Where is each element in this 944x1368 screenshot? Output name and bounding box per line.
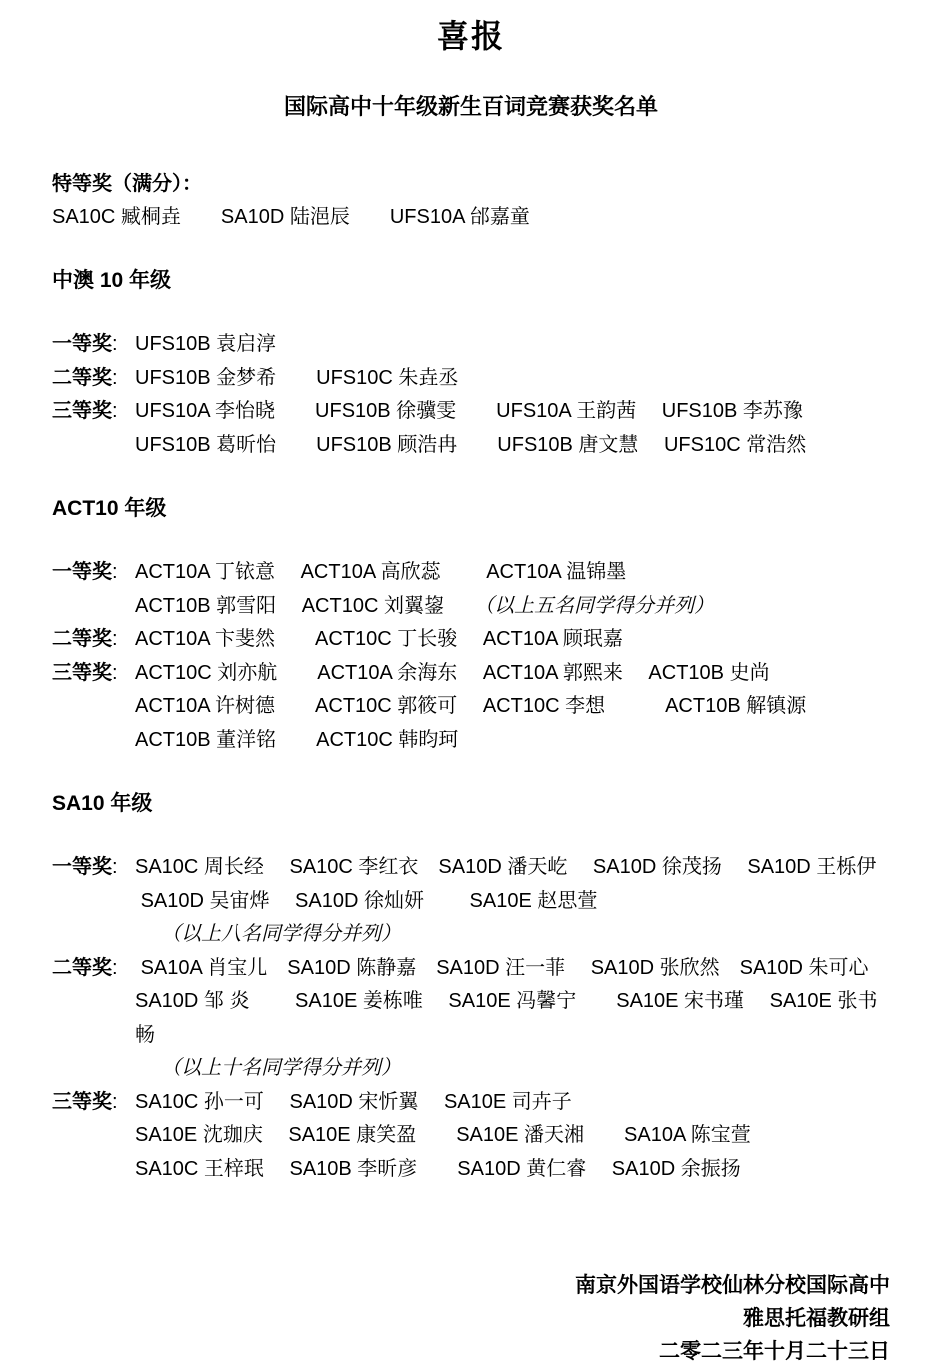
award-row: [52, 362, 890, 396]
doc-title: 喜报: [436, 18, 505, 54]
winner-names: SA10E 沈珈庆 SA10E 康笑盈 SA10E 潘天湘 SA10A 陈宝萱: [135, 1124, 751, 1146]
award-rank-label: 一等奖:: [52, 561, 118, 583]
winner-line: [135, 690, 890, 724]
award-winners: [135, 362, 890, 396]
grade-section: [52, 787, 890, 1186]
footer-date: 二零二三年十月二十三日: [659, 1340, 890, 1363]
winner-line: [135, 623, 890, 657]
footer-group: 雅思托福教研组: [743, 1307, 890, 1330]
award-winners: [135, 1086, 890, 1187]
winner-line: [135, 1086, 890, 1120]
award-row: [52, 395, 890, 462]
award-winners: [135, 328, 890, 362]
award-row: [52, 851, 890, 952]
award-rank-label: 三等奖:: [52, 1090, 118, 1113]
winner-names: UFS10A 李怡晓 UFS10B 徐骥雯 UFS10A 王韵茜 UFS10B 李苏豫: [135, 400, 803, 422]
winner-names: SA10D 吴宙烨 SA10D 徐灿妍 SA10E 赵思萱: [135, 889, 598, 912]
tie-note: （以上十名同学得分并列）: [161, 1057, 401, 1079]
winner-line: [135, 985, 890, 1052]
winner-names: SA10C 王梓珉 SA10B 李昕彦 SA10D 黄仁睿 SA10D 余振扬: [135, 1157, 741, 1180]
award-winners: [135, 395, 890, 462]
winner-line: [135, 590, 890, 624]
award-winners: [135, 657, 890, 758]
award-winners: [135, 556, 890, 623]
award-rank-label: 三等奖:: [52, 661, 118, 684]
doc-footer: [52, 1269, 890, 1368]
award-row: [52, 328, 890, 362]
winner-names: ACT10C 刘亦航 ACT10A 余海东 ACT10A 郭熙来 ACT10B 史尚: [135, 661, 770, 684]
award-row: [52, 657, 890, 758]
section-heading: ACT10 年级: [52, 497, 167, 520]
winner-names: ACT10A 卞斐然 ACT10C 丁长骏 ACT10A 顾珉嘉: [135, 628, 623, 650]
winner-names: UFS10B 袁启淳: [135, 333, 277, 355]
winner-names: SA10C 孙一可 SA10D 宋忻翼 SA10E 司卉子: [135, 1090, 572, 1113]
award-row: [52, 556, 890, 623]
winner-names: SA10C 周长经 SA10C 李红衣 SA10D 潘天屹 SA10D 徐茂扬 SA10D 王栎伊: [135, 856, 877, 878]
winner-line: [135, 429, 890, 463]
award-rank-label: 三等奖:: [52, 400, 118, 422]
winner-names: UFS10B 葛昕怡 UFS10B 顾浩冉 UFS10B 唐文慧 UFS10C 常浩然: [135, 433, 807, 456]
winner-line: [135, 1153, 890, 1187]
special-award-label: 特等奖（满分）：: [52, 173, 202, 195]
tie-note-line: [135, 1052, 890, 1086]
award-rank-label: 二等奖:: [52, 366, 118, 389]
winner-names: ACT10A 许树德 ACT10C 郭筱可 ACT10C 李想 ACT10B 解镇源: [135, 695, 807, 717]
tie-note-line: [135, 918, 890, 952]
award-row: [52, 1086, 890, 1187]
winner-names: ACT10B 郭雪阳 ACT10C 刘翼鋆: [135, 594, 444, 617]
section-heading: 中澳 10 年级: [52, 269, 172, 292]
award-winners: [135, 952, 890, 1086]
award-rank-label: 二等奖:: [52, 628, 118, 650]
winner-line: [135, 724, 890, 758]
winner-line: [135, 657, 890, 691]
winner-line: [135, 556, 890, 590]
tie-note: （以上五名同学得分并列）: [473, 594, 714, 617]
winner-names: UFS10B 金梦希 UFS10C 朱垚丞: [135, 366, 459, 389]
winner-line: [135, 362, 890, 396]
award-rank-label: 一等奖:: [52, 333, 118, 355]
award-rank-label: 一等奖:: [52, 856, 118, 878]
award-row: [52, 623, 890, 657]
award-rank-label: 二等奖:: [52, 956, 118, 979]
winner-names: ACT10B 董洋铭 ACT10C 韩昀珂: [135, 728, 459, 751]
special-award-winners: SA10C 臧桐垚 SA10D 陆浥辰 UFS10A 邰嘉童: [52, 206, 530, 228]
winner-line: [135, 885, 890, 919]
winner-line: [135, 1119, 890, 1153]
grade-section: [52, 264, 890, 462]
award-winners: [135, 623, 890, 657]
grade-section: [52, 492, 890, 757]
winner-names: SA10A 肖宝儿 SA10D 陈静嘉 SA10D 汪一菲 SA10D 张欣然 SA10D 朱可心: [135, 956, 869, 979]
tie-note: （以上八名同学得分并列）: [161, 923, 401, 945]
winner-line: [135, 328, 890, 362]
section-heading: SA10 年级: [52, 792, 153, 815]
award-winners: [135, 851, 890, 952]
doc-subtitle: 国际高中十年级新生百词竞赛获奖名单: [283, 94, 658, 119]
winner-line: [135, 395, 890, 429]
winner-names: SA10D 邹 炎 SA10E 姜栋唯 SA10E 冯馨宁 SA10E 宋书瑾 SA10E 张书畅: [135, 990, 878, 1046]
award-row: [52, 952, 890, 1086]
award-sections: [52, 264, 890, 1186]
footer-school: 南京外国语学校仙林分校国际高中: [575, 1274, 890, 1297]
winner-line: [135, 851, 890, 885]
winner-names: ACT10A 丁铱意 ACT10A 高欣蕊 ACT10A 温锦墨: [135, 561, 627, 583]
winner-line: [135, 952, 890, 986]
